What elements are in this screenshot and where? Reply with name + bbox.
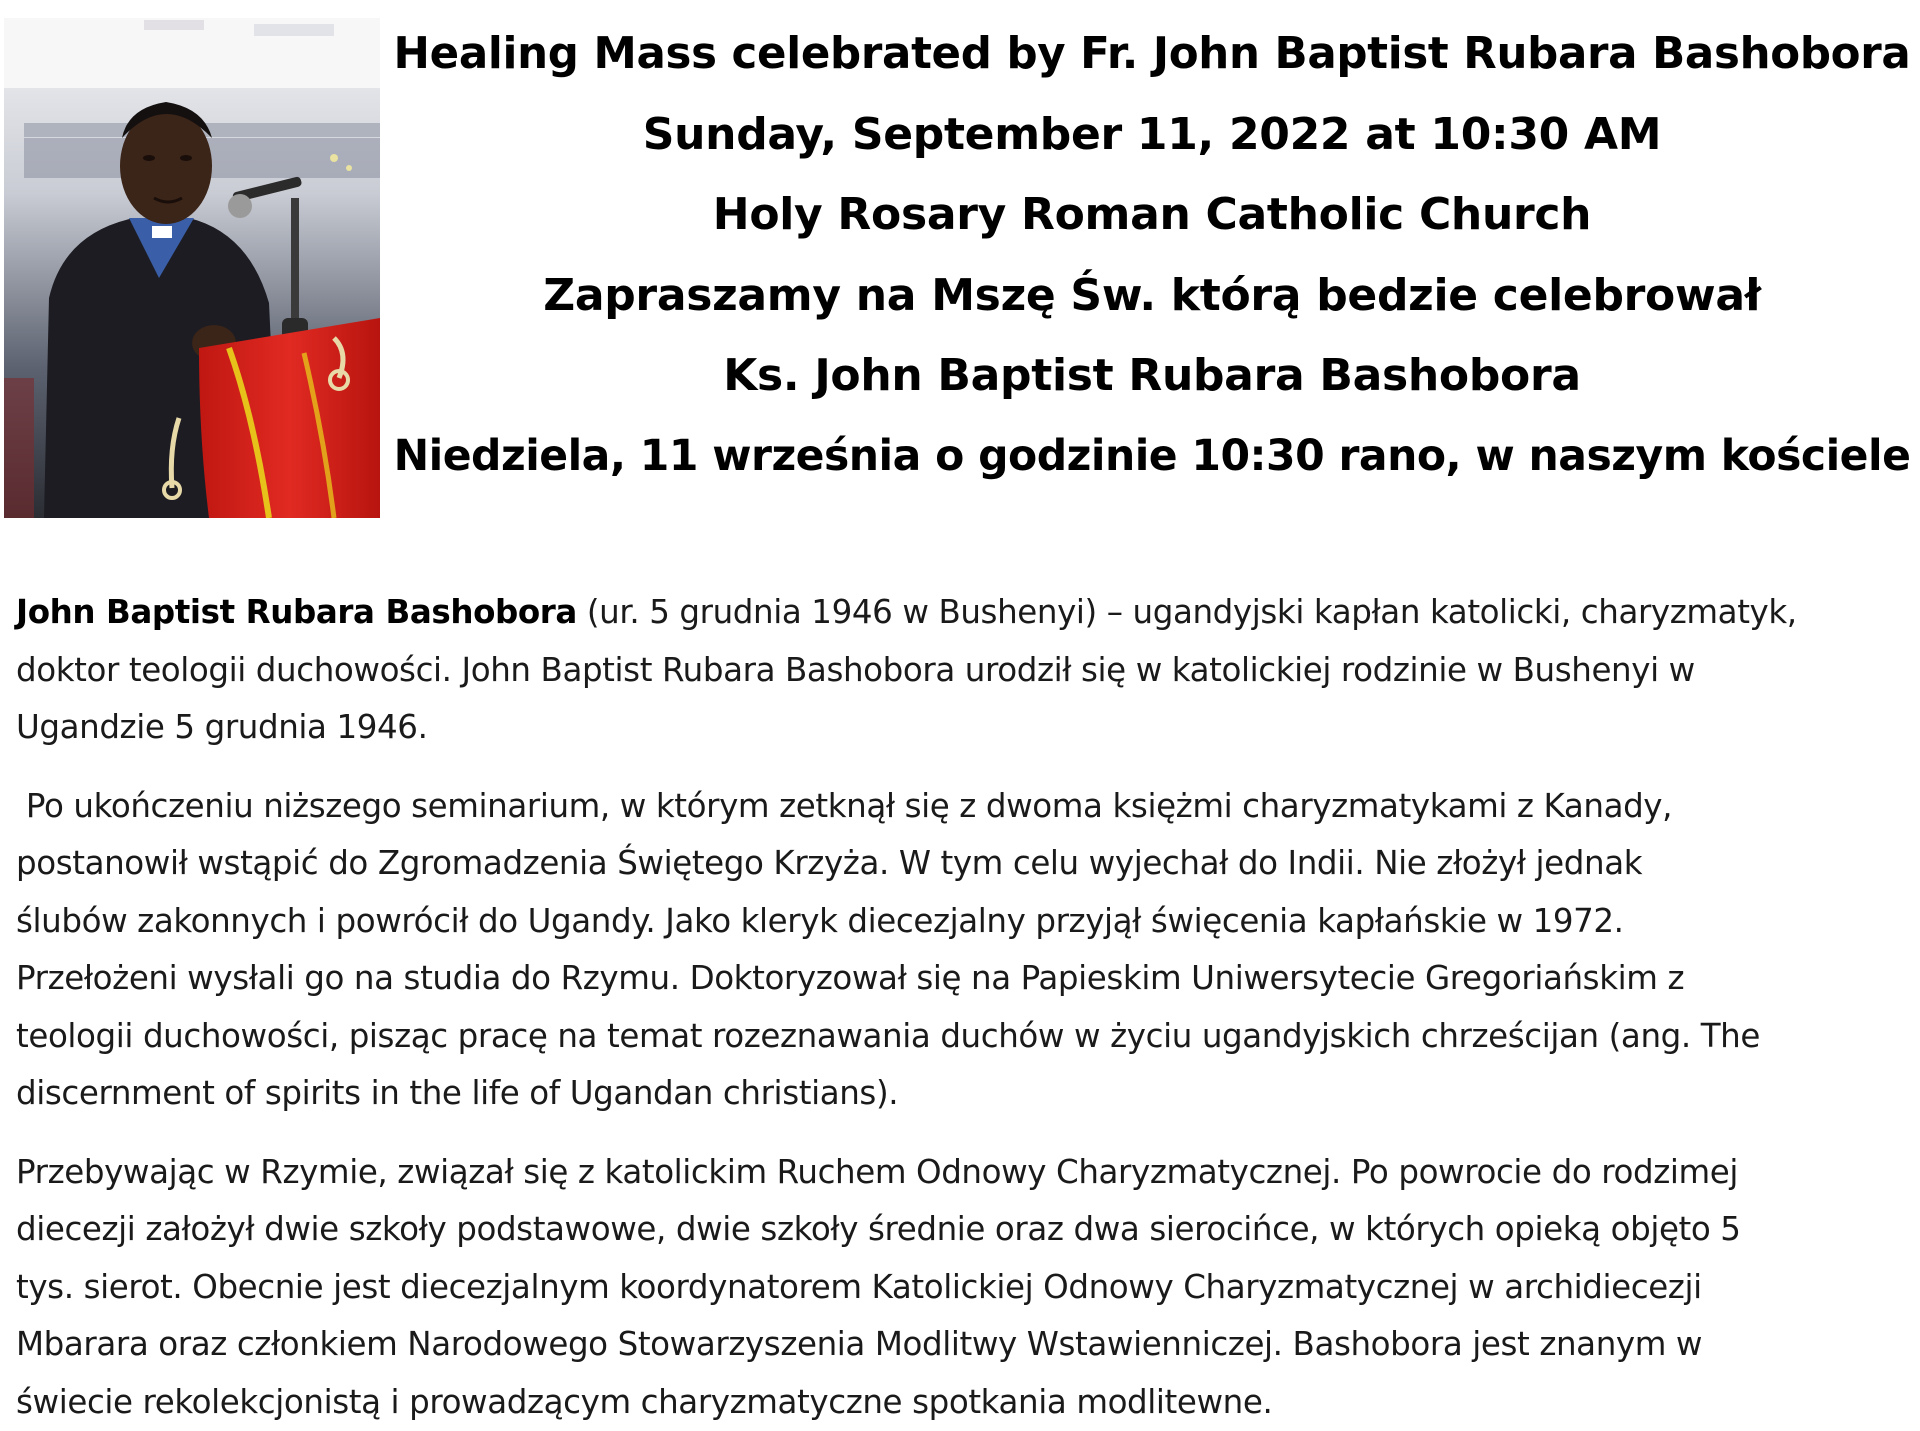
bio-line: diecezji założył dwie szkoły podstawowe, dwie szkoły średnie oraz dwa sierocińce, w których opieką objęto 5	[16, 1201, 1916, 1259]
bio-line-text: (ur. 5 grudnia 1946 w Bushenyi) – ugandyjski kapłan katolicki, charyzmatyk,	[577, 593, 1797, 631]
bio-line: teologii duchowości, pisząc pracę na temat rozeznawania duchów w życiu ugandyjskich chrześcijan (ang. The	[16, 1008, 1916, 1066]
invitation-polish: Zapraszamy na Mszę Św. którą bedzie celebrował	[392, 256, 1912, 337]
bio-line: Ugandzie 5 grudnia 1946.	[16, 699, 1916, 757]
bio-line	[16, 584, 1916, 642]
bio-line: Przebywając w Rzymie, związał się z katolickim Ruchem Odnowy Charyzmatycznej. Po powrocie do rodzimej	[16, 1144, 1916, 1202]
bio-paragraph-2	[16, 778, 1916, 1123]
bio-name: John Baptist Rubara Bashobora	[16, 593, 577, 631]
bio-line: postanowił wstąpić do Zgromadzenia Świętego Krzyża. W tym celu wyjechał do Indii. Nie złożył jednak	[16, 835, 1916, 893]
biography	[16, 584, 1916, 1431]
church-name: Holy Rosary Roman Catholic Church	[392, 175, 1912, 256]
bio-paragraph-1	[16, 584, 1916, 757]
bio-line: ślubów zakonnych i powrócił do Ugandy. Jako kleryk diecezjalny przyjął święcenia kapłańskie w 1972.	[16, 893, 1916, 951]
bio-line: Mbarara oraz członkiem Narodowego Stowarzyszenia Modlitwy Wstawienniczej. Bashobora jest znanym w	[16, 1316, 1916, 1374]
red-banner	[199, 318, 380, 518]
bio-paragraph-3	[16, 1144, 1916, 1431]
event-header	[392, 14, 1912, 497]
bio-line: świecie rekolekcjonistą i prowadzącym charyzmatyczne spotkania modlitewne.	[16, 1374, 1916, 1431]
event-title: Healing Mass celebrated by Fr. John Baptist Rubara Bashobora	[392, 14, 1912, 95]
event-date-english: Sunday, September 11, 2022 at 10:30 AM	[392, 95, 1912, 176]
clerical-collar	[152, 226, 172, 238]
priest-illustration	[4, 18, 380, 518]
celebrant-polish: Ks. John Baptist Rubara Bashobora	[392, 336, 1912, 417]
priest-photo	[4, 18, 380, 518]
mic-head	[228, 194, 252, 218]
bio-line: doktor teologii duchowości. John Baptist Rubara Bashobora urodził się w katolickiej rodzinie w Bushenyi w	[16, 642, 1916, 700]
bio-line: Przełożeni wysłali go na studia do Rzymu. Doktoryzował się na Papieskim Uniwersytecie Gregoriańskim z	[16, 950, 1916, 1008]
bio-line: discernment of spirits in the life of Ugandan christians).	[16, 1065, 1916, 1123]
bio-line: Po ukończeniu niższego seminarium, w którym zetknął się z dwoma księżmi charyzmatykami z Kanady,	[16, 778, 1916, 836]
bio-line: tys. sierot. Obecnie jest diecezjalnym koordynatorem Katolickiej Odnowy Charyzmatycznej w archidiecezji	[16, 1259, 1916, 1317]
event-date-polish: Niedziela, 11 września o godzinie 10:30 rano, w naszym kościele	[392, 417, 1912, 498]
